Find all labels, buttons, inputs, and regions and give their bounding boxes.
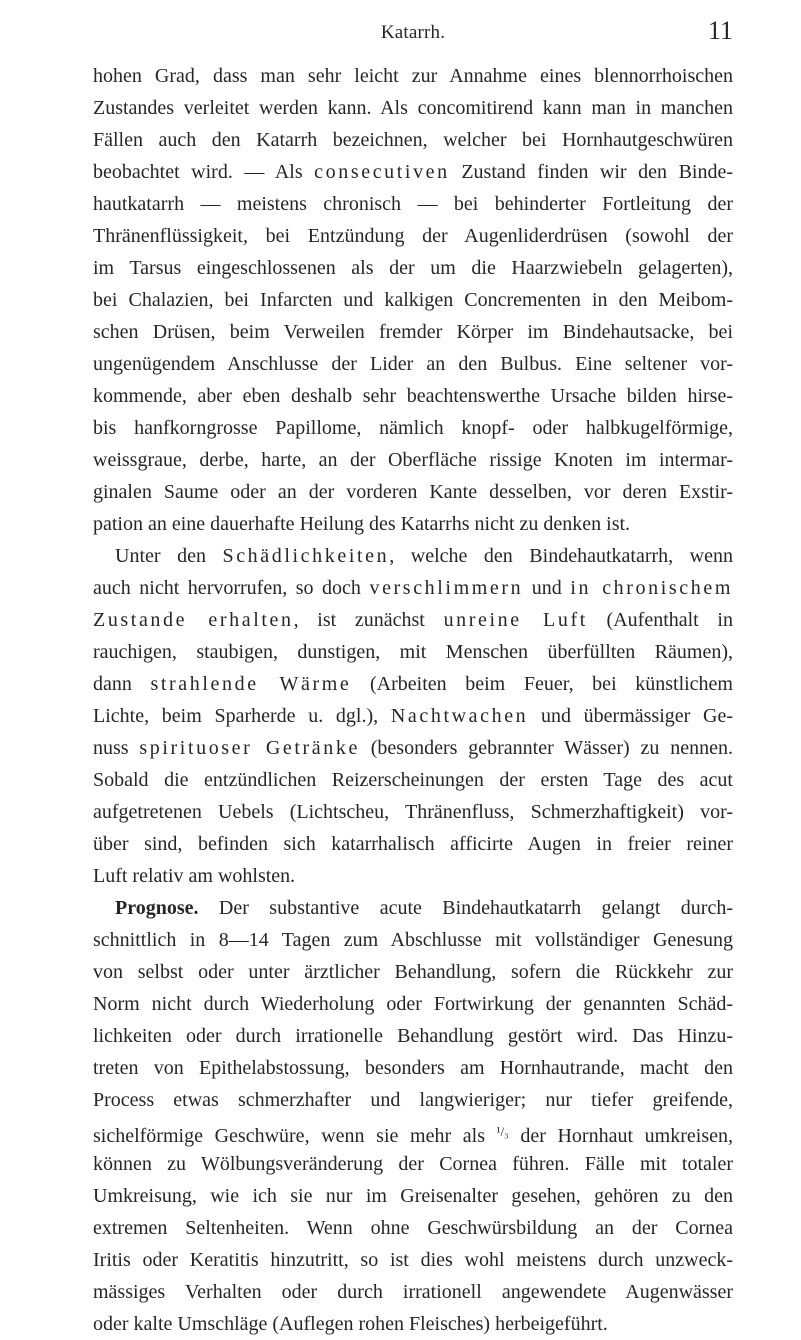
text-line [93, 316, 733, 348]
text-segment: pation an eine dauerhafte Heilung des Katarrhs nicht zu denken ist. [93, 513, 631, 535]
text-line [93, 1084, 733, 1116]
running-header [93, 18, 733, 48]
text-line [93, 60, 733, 92]
text-segment: dann [93, 673, 151, 695]
text-segment: extremen Seltenheiten. Wenn ohne Geschwürsbildung an der Cornea [93, 1217, 733, 1239]
text-line [93, 124, 733, 156]
emphasized-text: in chronischem [570, 577, 733, 599]
text-segment: der Hornhaut umkreisen, [508, 1125, 733, 1147]
text-segment: und [523, 577, 571, 599]
text-segment: oder kalte Umschläge (Auflegen rohen Fleisches) herbeigeführt. [93, 1313, 608, 1335]
text-segment: Der substantive acute Bindehautkatarrh gelangt durch- [198, 897, 733, 919]
emphasized-text: verschlimmern [369, 577, 524, 599]
text-line [93, 156, 733, 188]
text-line [93, 476, 733, 508]
text-line [93, 92, 733, 124]
text-segment: über sind, befinden sich katarrhalisch afficirte Augen in freier reiner [93, 833, 733, 855]
text-line [93, 764, 733, 796]
text-segment: mässiges Verhalten oder durch irrationell angewendete Augenwässer [93, 1281, 733, 1303]
text-line [93, 1020, 733, 1052]
text-line [93, 572, 733, 604]
text-line [93, 284, 733, 316]
text-line [93, 732, 733, 764]
text-line [93, 1244, 733, 1276]
text-segment: beobachtet wird. — Als [93, 161, 315, 183]
text-line [93, 380, 733, 412]
text-line [93, 1308, 733, 1340]
text-segment: bei Chalazien, bei Infarcten und kalkigen Concrementen in den Meibom- [93, 289, 733, 311]
emphasized-text: Nachtwachen [390, 705, 529, 727]
emphasized-text: spirituoser Getränke [139, 737, 360, 759]
section-heading: Prognose. [115, 897, 199, 919]
text-segment: ginalen Saume oder an der vorderen Kante desselben, vor deren Exstir- [93, 481, 733, 503]
text-line [93, 1212, 733, 1244]
text-line [93, 860, 733, 892]
text-line [93, 252, 733, 284]
text-line [93, 1148, 733, 1180]
text-segment: Zustandes verleitet werden kann. Als concomitirend kann man in manchen [93, 97, 733, 119]
running-title: Katarrh. [380, 22, 446, 43]
text-line [93, 1180, 733, 1212]
text-line [93, 188, 733, 220]
text-line [93, 956, 733, 988]
text-segment: Lichte, beim Sparherde u. dgl.), [93, 705, 391, 727]
text-line [93, 412, 733, 444]
text-segment: auch nicht hervorrufen, so doch [93, 577, 370, 599]
text-segment: ¹/₃ [496, 1124, 509, 1139]
text-segment: hohen Grad, dass man sehr leicht zur Annahme eines blennorrhoischen [93, 65, 733, 87]
emphasized-text: strahlende Wärme [150, 673, 352, 695]
text-segment: rauchigen, staubigen, dunstigen, mit Menschen überfüllten Räumen), [93, 641, 733, 663]
text-segment: weissgraue, derbe, harte, an der Oberfläche rissige Knoten im intermar- [93, 449, 733, 471]
text-segment: , ist zunächst [293, 609, 444, 631]
text-line [93, 924, 733, 956]
text-line [93, 604, 733, 636]
text-segment: und übermässiger Ge- [528, 705, 733, 727]
text-line [93, 668, 733, 700]
text-line [93, 828, 733, 860]
text-segment: aufgetretenen Uebels (Lichtscheu, Thränenfluss, Schmerzhaftigkeit) vor- [93, 801, 733, 823]
text-segment: Luft relativ am wohlsten. [93, 865, 296, 887]
text-segment: (besonders gebrannter Wässer) zu nennen. [359, 737, 733, 759]
text-segment: im Tarsus eingeschlossenen als der um die Haarzwiebeln gelagerten), [93, 257, 733, 279]
body-text [93, 60, 733, 1340]
text-segment: Umkreisung, wie ich sie nur im Greisenalter gesehen, gehören zu den [93, 1185, 733, 1207]
text-segment: sichelförmige Geschwüre, wenn sie mehr als [93, 1125, 497, 1147]
text-segment: Norm nicht durch Wiederholung oder Fortwirkung der genannten Schäd- [93, 993, 733, 1015]
text-segment: kommende, aber eben deshalb sehr beachtenswerthe Ursache bilden hirse- [93, 385, 733, 407]
text-segment: von selbst oder unter ärztlicher Behandlung, sofern die Rückkehr zur [93, 961, 733, 983]
text-segment: schnittlich in 8—14 Tagen zum Abschlusse mit vollständiger Genesung [93, 929, 733, 951]
text-line [93, 700, 733, 732]
text-segment: lichkeiten oder durch irrationelle Behandlung gestört wird. Das Hinzu- [93, 1025, 733, 1047]
text-segment: (Aufenthalt in [587, 609, 733, 631]
text-line [93, 220, 733, 252]
text-line [93, 1052, 733, 1084]
text-segment: Thränenflüssigkeit, bei Entzündung der Augenliderdrüsen (sowohl der [93, 225, 733, 247]
text-segment: bis hanfkorngrosse Papillome, nämlich knopf- oder halbkugelförmige, [93, 417, 733, 439]
text-line [93, 1276, 733, 1308]
text-segment: hautkatarrh — meistens chronisch — bei behinderter Fortleitung der [93, 193, 733, 215]
text-segment: Sobald die entzündlichen Reizerscheinungen der ersten Tage des acut [93, 769, 733, 791]
emphasized-text: Schädlichkeiten [222, 545, 390, 567]
emphasized-text: unreine Luft [443, 609, 588, 631]
text-line [93, 1116, 733, 1148]
emphasized-text: consecutiven [314, 161, 450, 183]
text-segment: schen Drüsen, beim Verweilen fremder Körper im Bindehautsacke, bei [93, 321, 733, 343]
text-segment: können zu Wölbungsveränderung der Cornea führen. Fälle mit totaler [93, 1153, 733, 1175]
text-line [93, 796, 733, 828]
emphasized-text: Zustande erhalten [93, 609, 294, 631]
text-segment: , welche den Bindehautkatarrh, wenn [389, 545, 733, 567]
text-line [93, 348, 733, 380]
text-segment: Unter den [115, 545, 223, 567]
text-segment: ungenügendem Anschlusse der Lider an den Bulbus. Eine seltener vor- [93, 353, 733, 375]
text-line [93, 988, 733, 1020]
text-segment: nuss [93, 737, 140, 759]
text-segment: Iritis oder Keratitis hinzutritt, so ist dies wohl meistens durch unzweck- [93, 1249, 733, 1271]
text-line [93, 892, 733, 924]
text-line [93, 508, 733, 540]
text-segment: Fällen auch den Katarrh bezeichnen, welcher bei Hornhautgeschwüren [93, 129, 733, 151]
text-line [93, 444, 733, 476]
text-line [93, 540, 733, 572]
text-segment: treten von Epithelabstossung, besonders am Hornhautrande, macht den [93, 1057, 733, 1079]
text-segment: Zustand finden wir den Binde- [449, 161, 733, 183]
text-segment: (Arbeiten beim Feuer, bei künstlichem [351, 673, 733, 695]
text-line [93, 636, 733, 668]
text-segment: Process etwas schmerzhafter und langwieriger; nur tiefer greifende, [93, 1089, 733, 1111]
page-number: 11 [707, 16, 733, 45]
